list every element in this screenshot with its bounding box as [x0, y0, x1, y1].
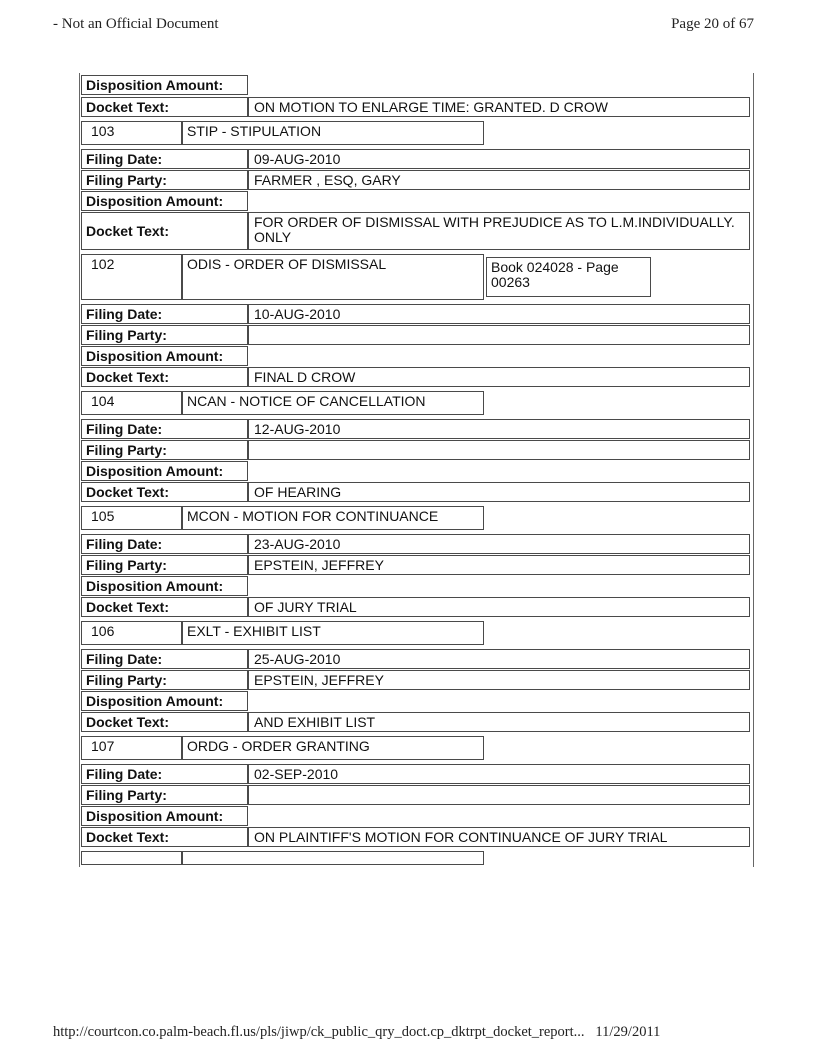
filing-party-value: EPSTEIN, JEFFREY [248, 555, 750, 575]
docket-text-label: Docket Text: [81, 482, 248, 502]
docket-text-value: AND EXHIBIT LIST [248, 712, 750, 732]
entry-type: NCAN - NOTICE OF CANCELLATION [182, 391, 484, 415]
page-footer [53, 1024, 660, 1041]
filing-party-value: FARMER , ESQ, GARY [248, 170, 750, 190]
disposition-amount-label: Disposition Amount: [81, 576, 248, 596]
docket-text-label: Docket Text: [81, 827, 248, 847]
filing-date-label: Filing Date: [81, 149, 248, 169]
entry-type: MCON - MOTION FOR CONTINUANCE [182, 506, 484, 530]
footer-date: 11/29/2011 [595, 1024, 661, 1040]
entry-type: EXLT - EXHIBIT LIST [182, 621, 484, 645]
page-number: Page 20 of 67 [671, 16, 754, 32]
filing-date-label: Filing Date: [81, 649, 248, 669]
filing-date-label: Filing Date: [81, 419, 248, 439]
filing-date-value: 25-AUG-2010 [248, 649, 750, 669]
entry-number: 105 [81, 506, 182, 530]
docket-text-value: ON MOTION TO ENLARGE TIME: GRANTED. D CROW [248, 97, 750, 117]
entry-type: STIP - STIPULATION [182, 121, 484, 145]
filing-party-label: Filing Party: [81, 555, 248, 575]
entry-number [81, 851, 182, 865]
filing-date-value: 23-AUG-2010 [248, 534, 750, 554]
filing-party-value: EPSTEIN, JEFFREY [248, 670, 750, 690]
docket-text-value: OF JURY TRIAL [248, 597, 750, 617]
docket-text-label: Docket Text: [81, 367, 248, 387]
entry-number: 103 [81, 121, 182, 145]
filing-party-label: Filing Party: [81, 785, 248, 805]
filing-date-value: 10-AUG-2010 [248, 304, 750, 324]
filing-date-value: 09-AUG-2010 [248, 149, 750, 169]
entry-type: ORDG - ORDER GRANTING [182, 736, 484, 760]
filing-party-label: Filing Party: [81, 670, 248, 690]
docket-text-value: OF HEARING [248, 482, 750, 502]
disposition-amount-label: Disposition Amount: [81, 191, 248, 211]
disposition-amount-label: Disposition Amount: [81, 346, 248, 366]
filing-party-label: Filing Party: [81, 440, 248, 460]
filing-party-value [248, 785, 750, 805]
disposition-amount-label: Disposition Amount: [81, 75, 248, 95]
entry-number: 102 [81, 254, 182, 300]
filing-party-label: Filing Party: [81, 170, 248, 190]
filing-party-label: Filing Party: [81, 325, 248, 345]
page-header-left: - Not an Official Document [53, 16, 219, 32]
entry-type [182, 851, 484, 865]
disposition-amount-label: Disposition Amount: [81, 461, 248, 481]
docket-text-value: ON PLAINTIFF'S MOTION FOR CONTINUANCE OF JURY TRIAL [248, 827, 750, 847]
docket-text-value: FINAL D CROW [248, 367, 750, 387]
docket-text-value: FOR ORDER OF DISMISSAL WITH PREJUDICE AS TO L.M.INDIVIDUALLY. ONLY [248, 212, 750, 250]
filing-date-value: 02-SEP-2010 [248, 764, 750, 784]
docket-text-label: Docket Text: [81, 212, 248, 250]
filing-date-label: Filing Date: [81, 304, 248, 324]
filing-party-value [248, 325, 750, 345]
footer-url[interactable]: http://courtcon.co.palm-beach.fl.us/pls/jiwp/ck_public_qry_doct.cp_dktrpt_docket_report... [53, 1024, 585, 1040]
entry-type: ODIS - ORDER OF DISMISSAL [182, 254, 484, 300]
filing-date-label: Filing Date: [81, 764, 248, 784]
docket-text-label: Docket Text: [81, 712, 248, 732]
docket-text-label: Docket Text: [81, 97, 248, 117]
entry-number: 106 [81, 621, 182, 645]
filing-date-label: Filing Date: [81, 534, 248, 554]
disposition-amount-label: Disposition Amount: [81, 806, 248, 826]
filing-date-value: 12-AUG-2010 [248, 419, 750, 439]
disposition-amount-label: Disposition Amount: [81, 691, 248, 711]
filing-party-value [248, 440, 750, 460]
docket-text-label: Docket Text: [81, 597, 248, 617]
book-page-reference: Book 024028 - Page 00263 [486, 257, 651, 297]
entry-number: 104 [81, 391, 182, 415]
entry-number: 107 [81, 736, 182, 760]
